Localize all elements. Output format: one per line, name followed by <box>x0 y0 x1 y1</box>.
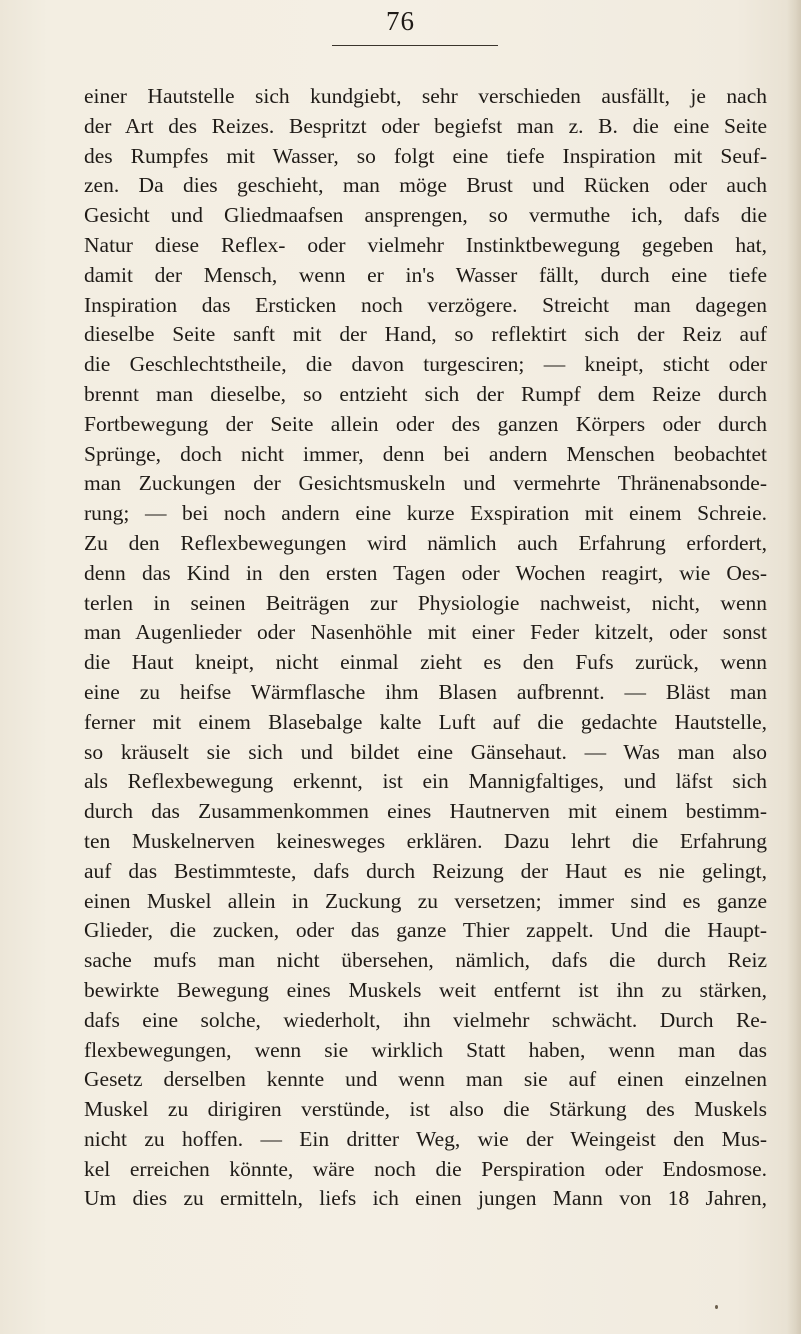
text-line: die Haut kneipt, nicht einmal zieht es den Fufs zurück, wenn <box>84 650 767 675</box>
text-line: dieselbe Seite sanft mit der Hand, so reflektirt sich der Reiz auf <box>84 322 767 347</box>
text-line: ten Muskelnerven keinesweges erklären. Dazu lehrt die Erfahrung <box>84 828 767 853</box>
text-line: flexbewegungen, wenn sie wirklich Statt haben, wenn man das <box>84 1037 767 1062</box>
text-line: zen. Da dies geschieht, man möge Brust und Rücken oder auch <box>84 173 767 198</box>
text-line: durch das Zusammenkommen eines Hautnerven mit einem bestimm- <box>84 799 767 824</box>
text-line: Natur diese Reflex- oder vielmehr Instinktbewegung gegeben hat, <box>84 232 767 257</box>
text-line: Muskel zu dirigiren verstünde, ist also die Stärkung des Muskels <box>84 1097 767 1122</box>
text-line: damit der Mensch, wenn er in's Wasser fällt, durch eine tiefe <box>84 262 767 287</box>
text-line: einen Muskel allein in Zuckung zu versetzen; immer sind es ganze <box>84 888 767 913</box>
text-line: Glieder, die zucken, oder das ganze Thier zappelt. Und die Haupt- <box>84 918 767 943</box>
text-line: rung; — bei noch andern eine kurze Exspiration mit einem Schreie. <box>84 501 767 526</box>
page-number: 76 <box>386 6 415 36</box>
text-line: ferner mit einem Blasebalge kalte Luft auf die gedachte Hautstelle, <box>84 709 767 734</box>
text-line: der Art des Reizes. Bespritzt oder begiefst man z. B. die eine Seite <box>84 113 767 138</box>
text-line: einer Hautstelle sich kundgiebt, sehr verschieden ausfällt, je nach <box>84 84 767 108</box>
text-line: Gesetz derselben kennte und wenn man sie auf einen einzelnen <box>84 1067 767 1092</box>
text-line: bewirkte Bewegung eines Muskels weit entfernt ist ihn zu stärken, <box>84 977 767 1002</box>
text-line: Zu den Reflexbewegungen wird nämlich auch Erfahrung erfordert, <box>84 530 767 555</box>
text-line: die Geschlechtstheile, die davon turgesciren; — kneipt, sticht oder <box>84 352 767 377</box>
text-line: als Reflexbewegung erkennt, ist ein Mannigfaltiges, und läfst sich <box>84 769 767 794</box>
text-line: Fortbewegung der Seite allein oder des ganzen Körpers oder durch <box>84 411 767 436</box>
text-line: Gesicht und Gliedmaafsen ansprengen, so vermuthe ich, dafs die <box>84 203 767 228</box>
text-line: eine zu heifse Wärmflasche ihm Blasen aufbrennt. — Bläst man <box>84 679 767 704</box>
text-line: sache mufs man nicht übersehen, nämlich, dafs die durch Reiz <box>84 948 767 973</box>
text-line: man Zuckungen der Gesichtsmuskeln und vermehrte Thränenabsonde- <box>84 471 767 496</box>
text-line: Um dies zu ermitteln, liefs ich einen jungen Mann von 18 Jahren, <box>84 1186 767 1211</box>
body-text <box>84 82 767 1214</box>
text-line: nicht zu hoffen. — Ein dritter Weg, wie der Weingeist den Mus- <box>84 1126 767 1151</box>
text-line: man Augenlieder oder Nasenhöhle mit einer Feder kitzelt, oder sonst <box>84 620 767 645</box>
text-line: auf das Bestimmteste, dafs durch Reizung der Haut es nie gelingt, <box>84 858 767 883</box>
page-edge-shadow <box>787 0 801 1334</box>
header-rule <box>332 45 498 46</box>
text-line: denn das Kind in den ersten Tagen oder Wochen reagirt, wie Oes- <box>84 560 767 585</box>
text-line: terlen in seinen Beiträgen zur Physiologie nachweist, nicht, wenn <box>84 590 767 615</box>
text-line: des Rumpfes mit Wasser, so folgt eine tiefe Inspiration mit Seuf- <box>84 143 767 168</box>
text-line: kel erreichen könnte, wäre noch die Perspiration oder Endosmose. <box>84 1156 767 1181</box>
text-line: dafs eine solche, wiederholt, ihn vielmehr schwächt. Durch Re- <box>84 1007 767 1032</box>
text-line: Inspiration das Ersticken noch verzögere. Streicht man dagegen <box>84 292 767 317</box>
ink-speck <box>715 1305 718 1309</box>
text-line: so kräuselt sie sich und bildet eine Gänsehaut. — Was man also <box>84 739 767 764</box>
text-line: Sprünge, doch nicht immer, denn bei andern Menschen beobachtet <box>84 441 767 466</box>
text-line: brennt man dieselbe, so entzieht sich der Rumpf dem Reize durch <box>84 381 767 406</box>
